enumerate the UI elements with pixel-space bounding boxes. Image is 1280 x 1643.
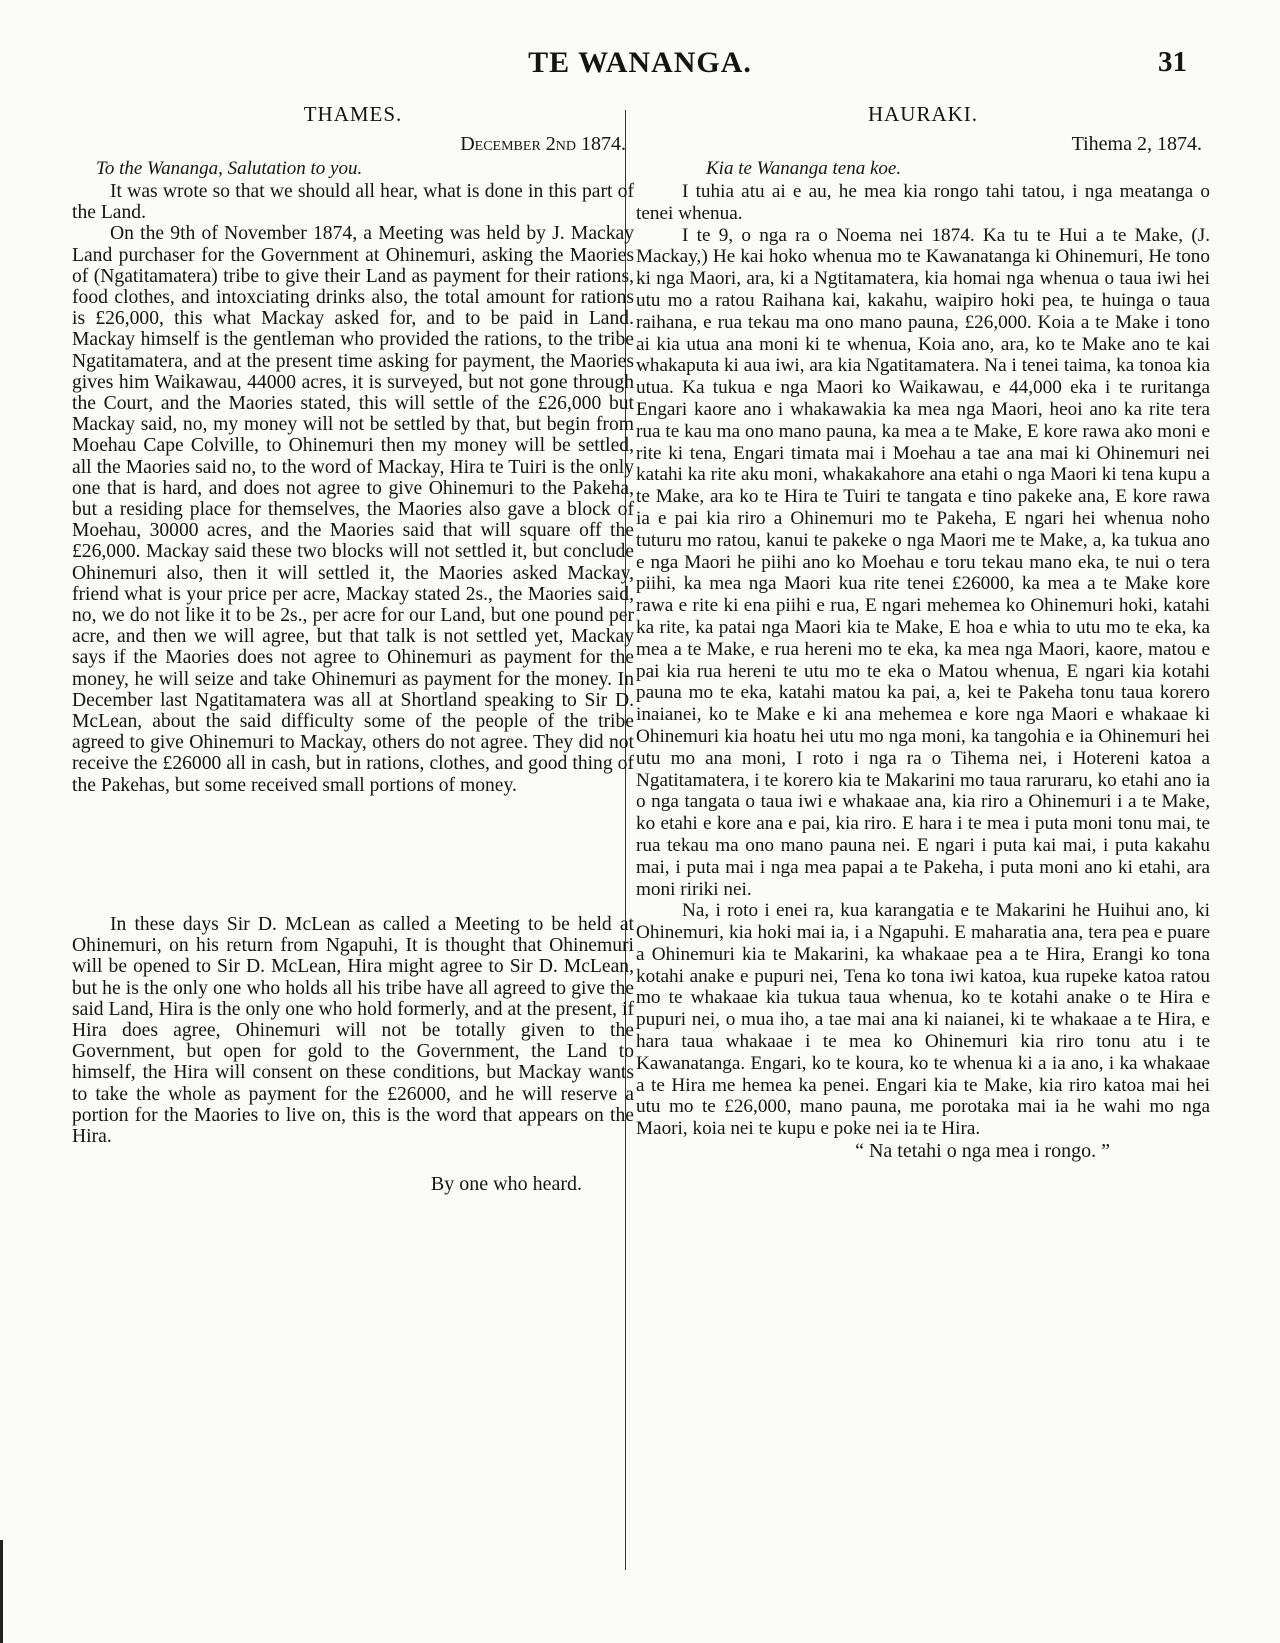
section-heading-hauraki: HAURAKI. [867,102,979,126]
salutation-maori: Kia te Wananga tena koe. [706,158,902,179]
paragraph-meeting-maori: I te 9, o nga ra o Noema nei 1874. Ka tu te Hui a te Make, (J. Mackay,) He kai hoko whenua mo te Kawanatanga ki Ohinemuri, He tono ki nga Maori, ara, ki a Ngtitamatera, kia homai nga whenua o taua iwi hei utu mo a ratou Raihana kai, kakahu, waipiro hoki pea, te huinga o taua raihana, e rua tekau ma ono mano pauna, £26,000. Koia a te Make i tono ai kia utua ana moni ki te whenua, Koia ano, ara, ko te Make ano te kai whakaputa ki aua iwi, ara kia Ngatitamatera. Na i tenei taima, ka tonoa kia utua. Ka tukua e nga Maori ko Waikawau, e 44,000 eka i te ruritanga Engari kaore ano i whakawakia ka mea nga Maori, heoi ano ka rite tera rua te kau ma ono mano pauna, ka mea a te Make, E kore rawa ako moni e rite ki tena, Engari timata mai i Moehau a tae ana mai ki Ohinemuri nei katahi ka rite aku moni, whakakahore ana etahi o nga Maori ki tena kupu a te Make, ara ko te Hira te Tuiri te tangata e tino pakeke ana, E kore rawa ia e pai kia riro a Ohinemuri mo te Pakeha, E ngari hei whenua noho tuturu mo ratou, kanui te pakeke o nga Maori me te Make, a, ka tukua ano e nga Maori he piihi ano ko Moehau e toru tekau mano eka, te nui o tera piihi, ka mea nga Maori kua rite tenei £26000, ka mea a te Make kore rawa e rite ki ena piihi e rua, E ngari mehemea ko Ohinemuri hoki, katahi ka rite, ka patai nga Maori kia te Make, E hoa e whia to utu mo te eka, ka mea a te Make, e rua hereni mo te eka, ka mea nga Maori, kaore, matou e pai kia rua hereni te utu mo te eka o Matou whenua, E ngari kia kotahi pauna mo te eka, katahi matou ka pai, a, kei te Pakeha tonu taua korero inaianei, ko te Make e ki ana mehemea e kore nga Maori e whakaae ki Ohinemuri kia hoatu hei utu mo nga moni, ka tangohia e ia Ohinemuri hei utu mo ana moni, I roto i nga ra o Tihema nei, i Hotereni katoa a Ngatitamatera, i te korero kia te Makarini mo taua raruraru, ko etahi ano ia o nga tangata o taua iwi e whakaae ana, kia riro a Ohinemuri i a te Make, ko etahi e kore ana e pai, kia riro. E hara i te mea i puta moni tonu mai, te rua tekau ma ono mano pauna nei. E ngari i puta kai mai, i puta kakahu mai, i puta mai i nga mea papai a te Pakeha, i puta moni ano ki etahi, ara moni ririki nei. [636,224,1210,900]
paragraph-makarini-maori: Na, i roto i enei ra, kua karangatia e te Makarini he Huihui ano, ki Ohinemuri, kia hoki mai ia, i a Ngapuhi. E maharatia ana, tera pea e puare a Ohinemuri kia te Makarini, ka whakaae pea a te Hira, Erangi ko tona kotahi anake e pupuri nei, Tena ko tona iwi katoa, kua rupeke katoa ratou mo te whakaae kia tukua taua whenua, ko te kotahi anake o te Hira e pupuri nei, o mua iho, a tae mai ana ki naianei, ki te whakaae a te Hira, e hara taua whakaae i te mea ko Ohinemuri kia riro tonu atu i te Kawanatanga. Engari, ko te koura, ko te whenua ki a ia ano, i ka whakaae a te Hira me hemea ka penei. Engari kia te Make, kia riro katoa mai hei utu mo te £26,000, mano pauna, me porotaka mai ia he wahi mo nga Maori, koia nei te kupu e poke nei ia te Hira. [636,900,1210,1140]
maori-column [636,102,1210,1163]
paragraph-mclean-english: In these days Sir D. McLean as called a Meeting to be held at Ohinemuri, on his return from Ngapuhi, It is thought that Ohinemuri will be opened to Sir D. McLean, Hira might agree to Sir D. McLean, but he is the only one who holds all his tribe have all agreed to give the said Land, Hira is the only one who hold formerly, and at the present, if Hira does agree, Ohinemuri will not be totally given to the Government, but open for gold to the Government, the Land to himself, the Hira will consent on these conditions, but Mackay wants to take the whole as payment for the £26000, and he will reserve a portion for the Maories to live on, this is the word that appears on the Hira. [72,913,634,1147]
page-edge-shadow [0,1540,3,1643]
paragraph-meeting-english: On the 9th of November 1874, a Meeting was held by J. Mackay Land purchaser for the Government at Ohinemuri, asking the Maories of (Ngatitamatera) tribe to give their Land as payment for their rations, food clothes, and intoxciating drinks also, the total amount for rations is £26,000, this what Mackay asked for, and to be paid in Land. Mackay himself is the gentleman who provided the rations, to the tribe Ngatitamatera, and at the present time asking for payment, the Maories gives him Waikawau, 44000 acres, it is surveyed, but not gone through the Court, and the Maories stated, this will settle of the £26,000 but Mackay said, no, my money will not be settled by that, but begin from Moehau Cape Colville, to Ohinemuri then my money will be settled, all the Maories said no, to the word of Mackay, Hira te Tuiri is the only one that is hard, and does not agree to give Ohinemuri to the Pakeha, but a residing place for themselves, the Maories also gave a block of Moehau, 30000 acres, and the Maories said that will square off the £26,000. Mackay said these two blocks will not settled it, but conclude Ohinemuri also, then it will settled it, the Maories asked Mackay, friend what is your price per acre, Mackay stated 2s., the Maories said, no, we do not like it to be 2s., per acre for our Land, but one pound per acre, and then we will agree, but that talk is not settled yet, Mackay says if the Maories does not agree to Ohinemuri as payment for the money, he will seize and take Ohinemuri as payment for the money. In December last Ngatitamatera was all at Shortland speaking to Sir D. McLean, about the said difficulty some of the people of the tribe agreed to give Ohinemuri to Mackay, others do not agree. They did not receive the £26000 all in cash, but in rations, clothes, and good thing of the Pakehas, but some received small portions of money. [72,223,634,796]
page-number: 31 [1158,46,1187,78]
newspaper-title: TE WANANGA. [528,46,752,79]
dateline-maori: Tihema 2, 1874. [1071,133,1202,155]
paragraph-intro-english: It was wrote so that we should all hear, what is done in this part of the Land. [72,181,634,224]
salutation-english: To the Wananga, Salutation to you. [96,158,363,179]
section-heading-thames: THAMES. [303,102,403,126]
english-column [72,102,634,1196]
paragraph-intro-maori: I tuhia atu ai e au, he mea kia rongo tahi tatou, i nga meatanga o tenei whenua. [636,181,1210,224]
signature-maori: “ Na tetahi o nga mea i rongo. ” [855,1140,1110,1163]
dateline-english: December 2nd 1874. [460,133,626,155]
column-gap [72,796,634,914]
signature-english: By one who heard. [430,1173,582,1196]
